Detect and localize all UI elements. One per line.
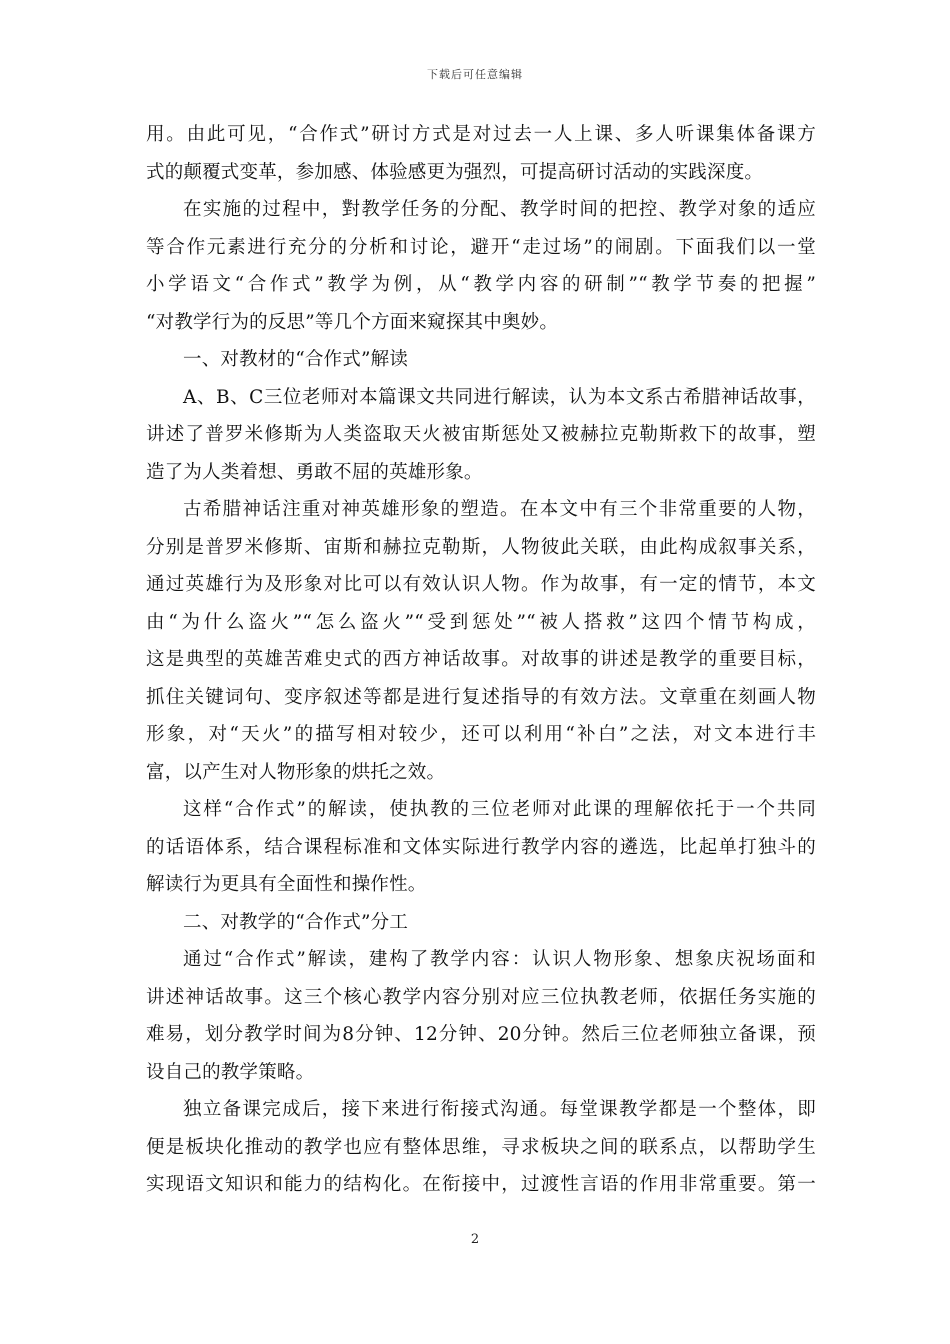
text-line: 难易，划分教学时间为8分钟、12分钟、20分钟。然后三位老师独立备课，预 [146, 1024, 816, 1045]
text-line: 在实施的过程中，對教学任务的分配、教学时间的把控、教学对象的适应 [183, 199, 816, 220]
text-line: 便是板块化推动的教学也应有整体思维，寻求板块之间的联系点，以帮助学生 [146, 1136, 816, 1158]
text-line: 小学语文“合作式”教学为例，从“教学内容的研制”“教学节奏的把握” [146, 274, 816, 295]
text-line: 抓住关键词句、变序叙述等都是进行复述指导的有效方法。文章重在刻画人物 [146, 686, 816, 708]
text-line: 讲述神话故事。这三个核心教学内容分别对应三位执教老师，依据任务实施的 [146, 986, 816, 1008]
text-line: 形象，对“天火”的描写相对较少，还可以利用“补白”之法，对文本进行丰 [146, 724, 816, 745]
text-line: 富，以产生对人物形象的烘托之效。 [146, 761, 446, 783]
page-number: 2 [470, 1232, 480, 1247]
text-line: 分别是普罗米修斯、宙斯和赫拉克勒斯，人物彼此关联，由此构成叙事关系， [146, 536, 816, 558]
text-line: 实现语文知识和能力的结构化。在衔接中，过渡性言语的作用非常重要。第一 [146, 1174, 816, 1195]
text-line: 独立备课完成后，接下来进行衔接式沟通。每堂课教学都是一个整体，即 [183, 1099, 816, 1120]
text-line: 解读行为更具有全面性和操作性。 [146, 874, 427, 895]
text-line: 这是典型的英雄苦难史式的西方神话故事。对故事的讲述是教学的重要目标， [146, 649, 816, 670]
text-line: 设自己的教学策略。 [146, 1061, 315, 1083]
text-line: 古希腊神话注重对神英雄形象的塑造。在本文中有三个非常重要的人物， [183, 499, 816, 520]
text-line: 通过英雄行为及形象对比可以有效认识人物。作为故事，有一定的情节，本文 [146, 574, 816, 595]
text-line: 通过“合作式”解读，建构了教学内容：认识人物形象、想象庆祝场面和 [183, 949, 816, 970]
text-line: 等合作元素进行充分的分析和讨论，避开“走过场”的闹剧。下面我们以一堂 [146, 236, 816, 258]
text-line: 讲述了普罗米修斯为人类盗取天火被宙斯惩处又被赫拉克勒斯救下的故事，塑 [146, 424, 816, 445]
text-line: “对教学行为的反思”等几个方面来窥探其中奥妙。 [146, 311, 559, 333]
text-line: 一、对教材的“合作式”解读 [183, 349, 409, 370]
text-line: 这样“合作式”的解读，使执教的三位老师对此课的理解依托于一个共同 [183, 799, 816, 820]
text-line: 由“为什么盗火”“怎么盗火”“受到惩处”“被人搭救”这四个情节构成， [146, 611, 816, 633]
text-line: 用。由此可见，“合作式”研讨方式是对过去一人上课、多人听课集体备课方 [146, 124, 816, 145]
document-body [146, 116, 816, 1204]
page-header: 下载后可任意编辑 [427, 68, 523, 81]
text-line: 二、对教学的“合作式”分工 [183, 911, 409, 933]
text-line: 式的颠覆式变革，参加感、体验感更为强烈，可提高研讨活动的实践深度。 [146, 161, 764, 183]
text-line: 的话语体系，结合课程标准和文体实际进行教学内容的遴选，比起单打独斗的 [146, 836, 816, 858]
text-line: A、B、C三位老师对本篇课文共同进行解读，认为本文系古希腊神话故事， [183, 386, 816, 408]
text-line: 造了为人类着想、勇敢不屈的英雄形象。 [146, 461, 483, 483]
